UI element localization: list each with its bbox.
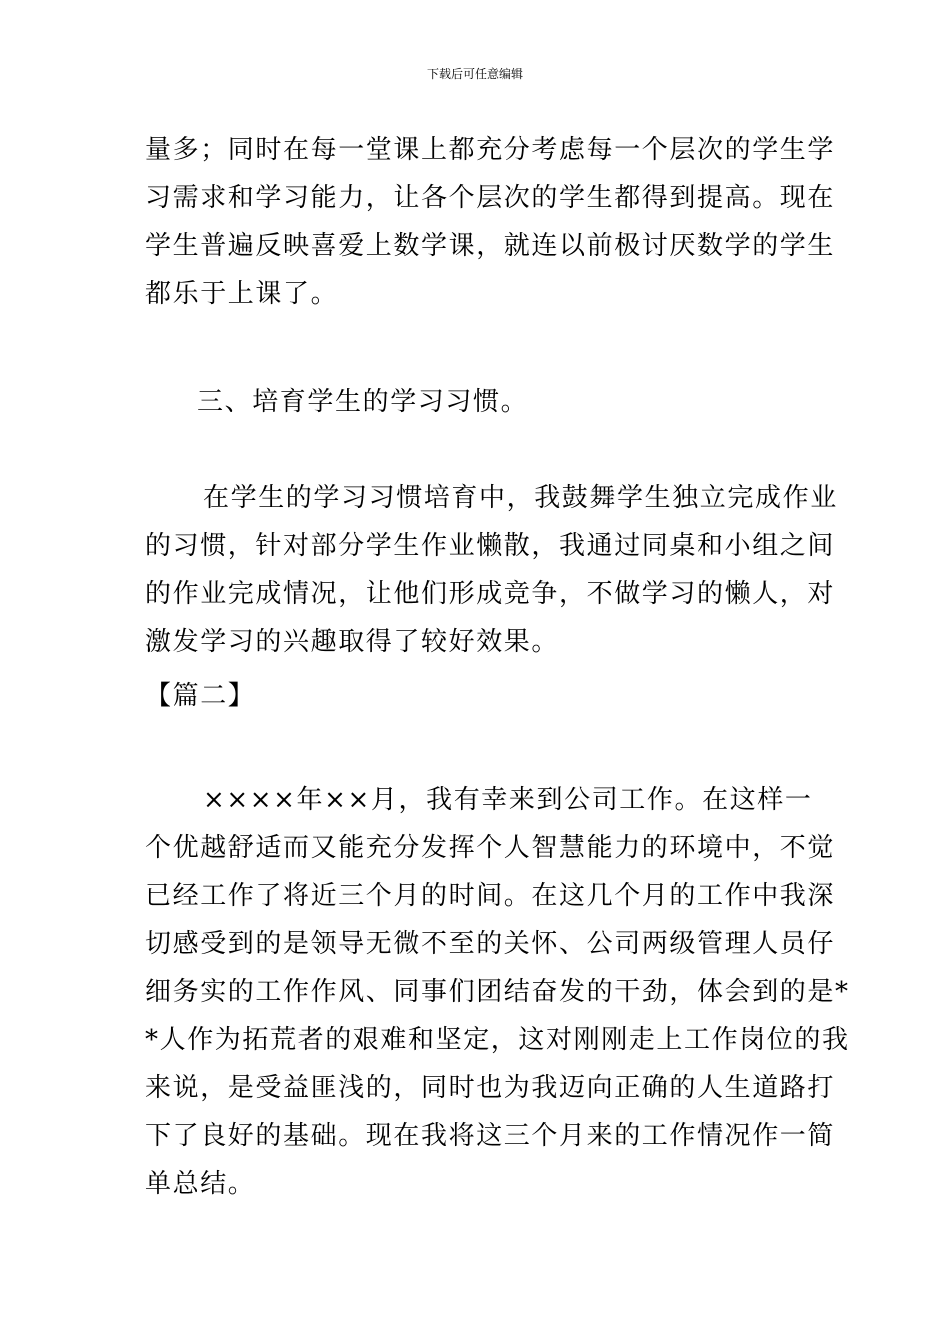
paragraph-line: 习需求和学习能力，让各个层次的学生都得到提高。现在: [145, 183, 836, 213]
paragraph-2: [145, 474, 838, 666]
paragraph-line: 的作业完成情况，让他们形成竞争，不做学习的懒人，对: [145, 579, 836, 609]
section-heading: [145, 378, 810, 426]
paragraph-line: 已经工作了将近三个月的时间。在这几个月的工作中我深: [145, 881, 836, 911]
paragraph-line: 激发学习的兴趣取得了较好效果。: [145, 627, 560, 657]
heading-line: 三、培育学生的学习习惯。: [197, 387, 529, 417]
paragraph-line: 学生普遍反映喜爱上数学课，就连以前极讨厌数学的学生: [145, 231, 836, 261]
page-header: 下载后可任意编辑: [426, 67, 523, 81]
paragraph-line: *人作为拓荒者的艰难和坚定，这对刚刚走上工作岗位的我: [145, 1025, 850, 1055]
paragraph-line: 都乐于上课了。: [145, 279, 339, 309]
paragraph-line: 个优越舒适而又能充分发挥个人智慧能力的环境中，不觉: [145, 833, 836, 863]
paragraph-3: [145, 776, 850, 1208]
paragraph-1: [145, 126, 836, 318]
paragraph-line: 的习惯，针对部分学生作业懒散，我通过同桌和小组之间: [145, 531, 836, 561]
paragraph-line: 切感受到的是领导无微不至的关怀、公司两级管理人员仔: [145, 929, 836, 959]
section-label: [145, 672, 810, 720]
paragraph-line: 细务实的工作作风、同事们团结奋发的干劲，体会到的是*: [145, 977, 850, 1007]
paragraph-line: 下了良好的基础。现在我将这三个月来的工作情况作一简: [145, 1121, 836, 1151]
paragraph-line: 量多；同时在每一堂课上都充分考虑每一个层次的学生学: [145, 135, 836, 165]
section-label-text: 【篇二】: [145, 681, 256, 711]
paragraph-line: 在学生的学习习惯培育中，我鼓舞学生独立完成作业: [203, 483, 838, 513]
paragraph-line: ××××年××月，我有幸来到公司工作。在这样一: [203, 785, 813, 815]
paragraph-line: 来说，是受益匪浅的，同时也为我迈向正确的人生道路打: [145, 1073, 836, 1103]
paragraph-line: 单总结。: [145, 1169, 256, 1199]
